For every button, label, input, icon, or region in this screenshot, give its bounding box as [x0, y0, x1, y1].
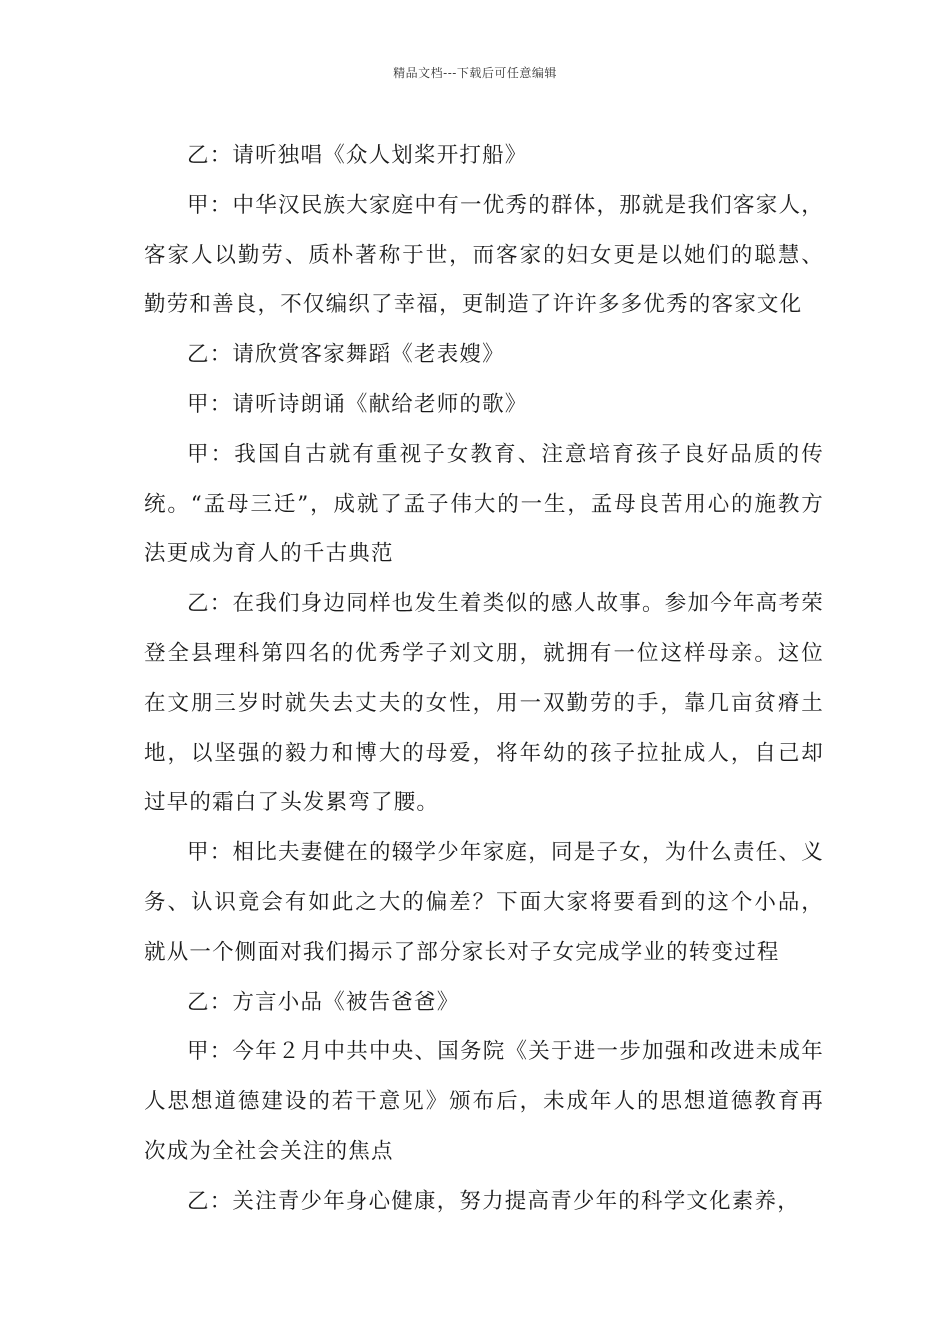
- paragraph-8: 乙：方言小品《被告爸爸》: [187, 989, 460, 1015]
- paragraph-2: 甲：中华汉民族大家庭中有一优秀的群体，那就是我们客家人，客家人以勤劳、质朴著称于世，而客家的妇女更是以她们的聪慧、勤劳和善良，不仅编织了幸福，更制造了许许多多优秀的客家文化: [144, 192, 824, 318]
- page-header: 精品文档---下载后可任意编辑: [393, 66, 557, 80]
- paragraph-1: 乙：请听独唱《众人划桨开打船》: [187, 143, 528, 168]
- document-body: [144, 131, 824, 1227]
- paragraph-4: 甲：请听诗朗诵《献给老师的歌》: [187, 391, 528, 417]
- paragraph-7: 甲：相比夫妻健在的辍学少年家庭，同是子女，为什么责任、义务、认识竟会有如此之大的偏差？下面大家将要看到的这个小品，就从一个侧面对我们揭示了部分家长对子女完成学业的转变过程: [144, 840, 824, 965]
- paragraph-3: 乙：请欣赏客家舞蹈《老表嫂》: [187, 342, 505, 368]
- paragraph-10: 乙：关注青少年身心健康，努力提高青少年的科学文化素养，: [187, 1188, 800, 1214]
- paragraph-6: 乙：在我们身边同样也发生着类似的感人故事。参加今年高考荣登全县理科第四名的优秀学子刘文朋，就拥有一位这样母亲。这位在文朋三岁时就失去丈夫的女性，用一双勤劳的手，靠几亩贫瘠土地，以坚强的毅力和博大的母爱，将年幼的孩子拉扯成人，自己却过早的霜白了头发累弯了腰。: [144, 591, 824, 816]
- paragraph-5: 甲：我国自古就有重视子女教育、注意培育孩子良好品质的传统。“孟母三迁”，成就了孟子伟大的一生，孟母良苦用心的施教方法更成为育人的千古典范: [144, 441, 824, 567]
- paragraph-9: 甲：今年２月中共中央、国务院《关于进一步加强和改进未成年人思想道德建设的若干意见》颁布后，未成年人的思想道德教育再次成为全社会关注的焦点: [144, 1039, 824, 1164]
